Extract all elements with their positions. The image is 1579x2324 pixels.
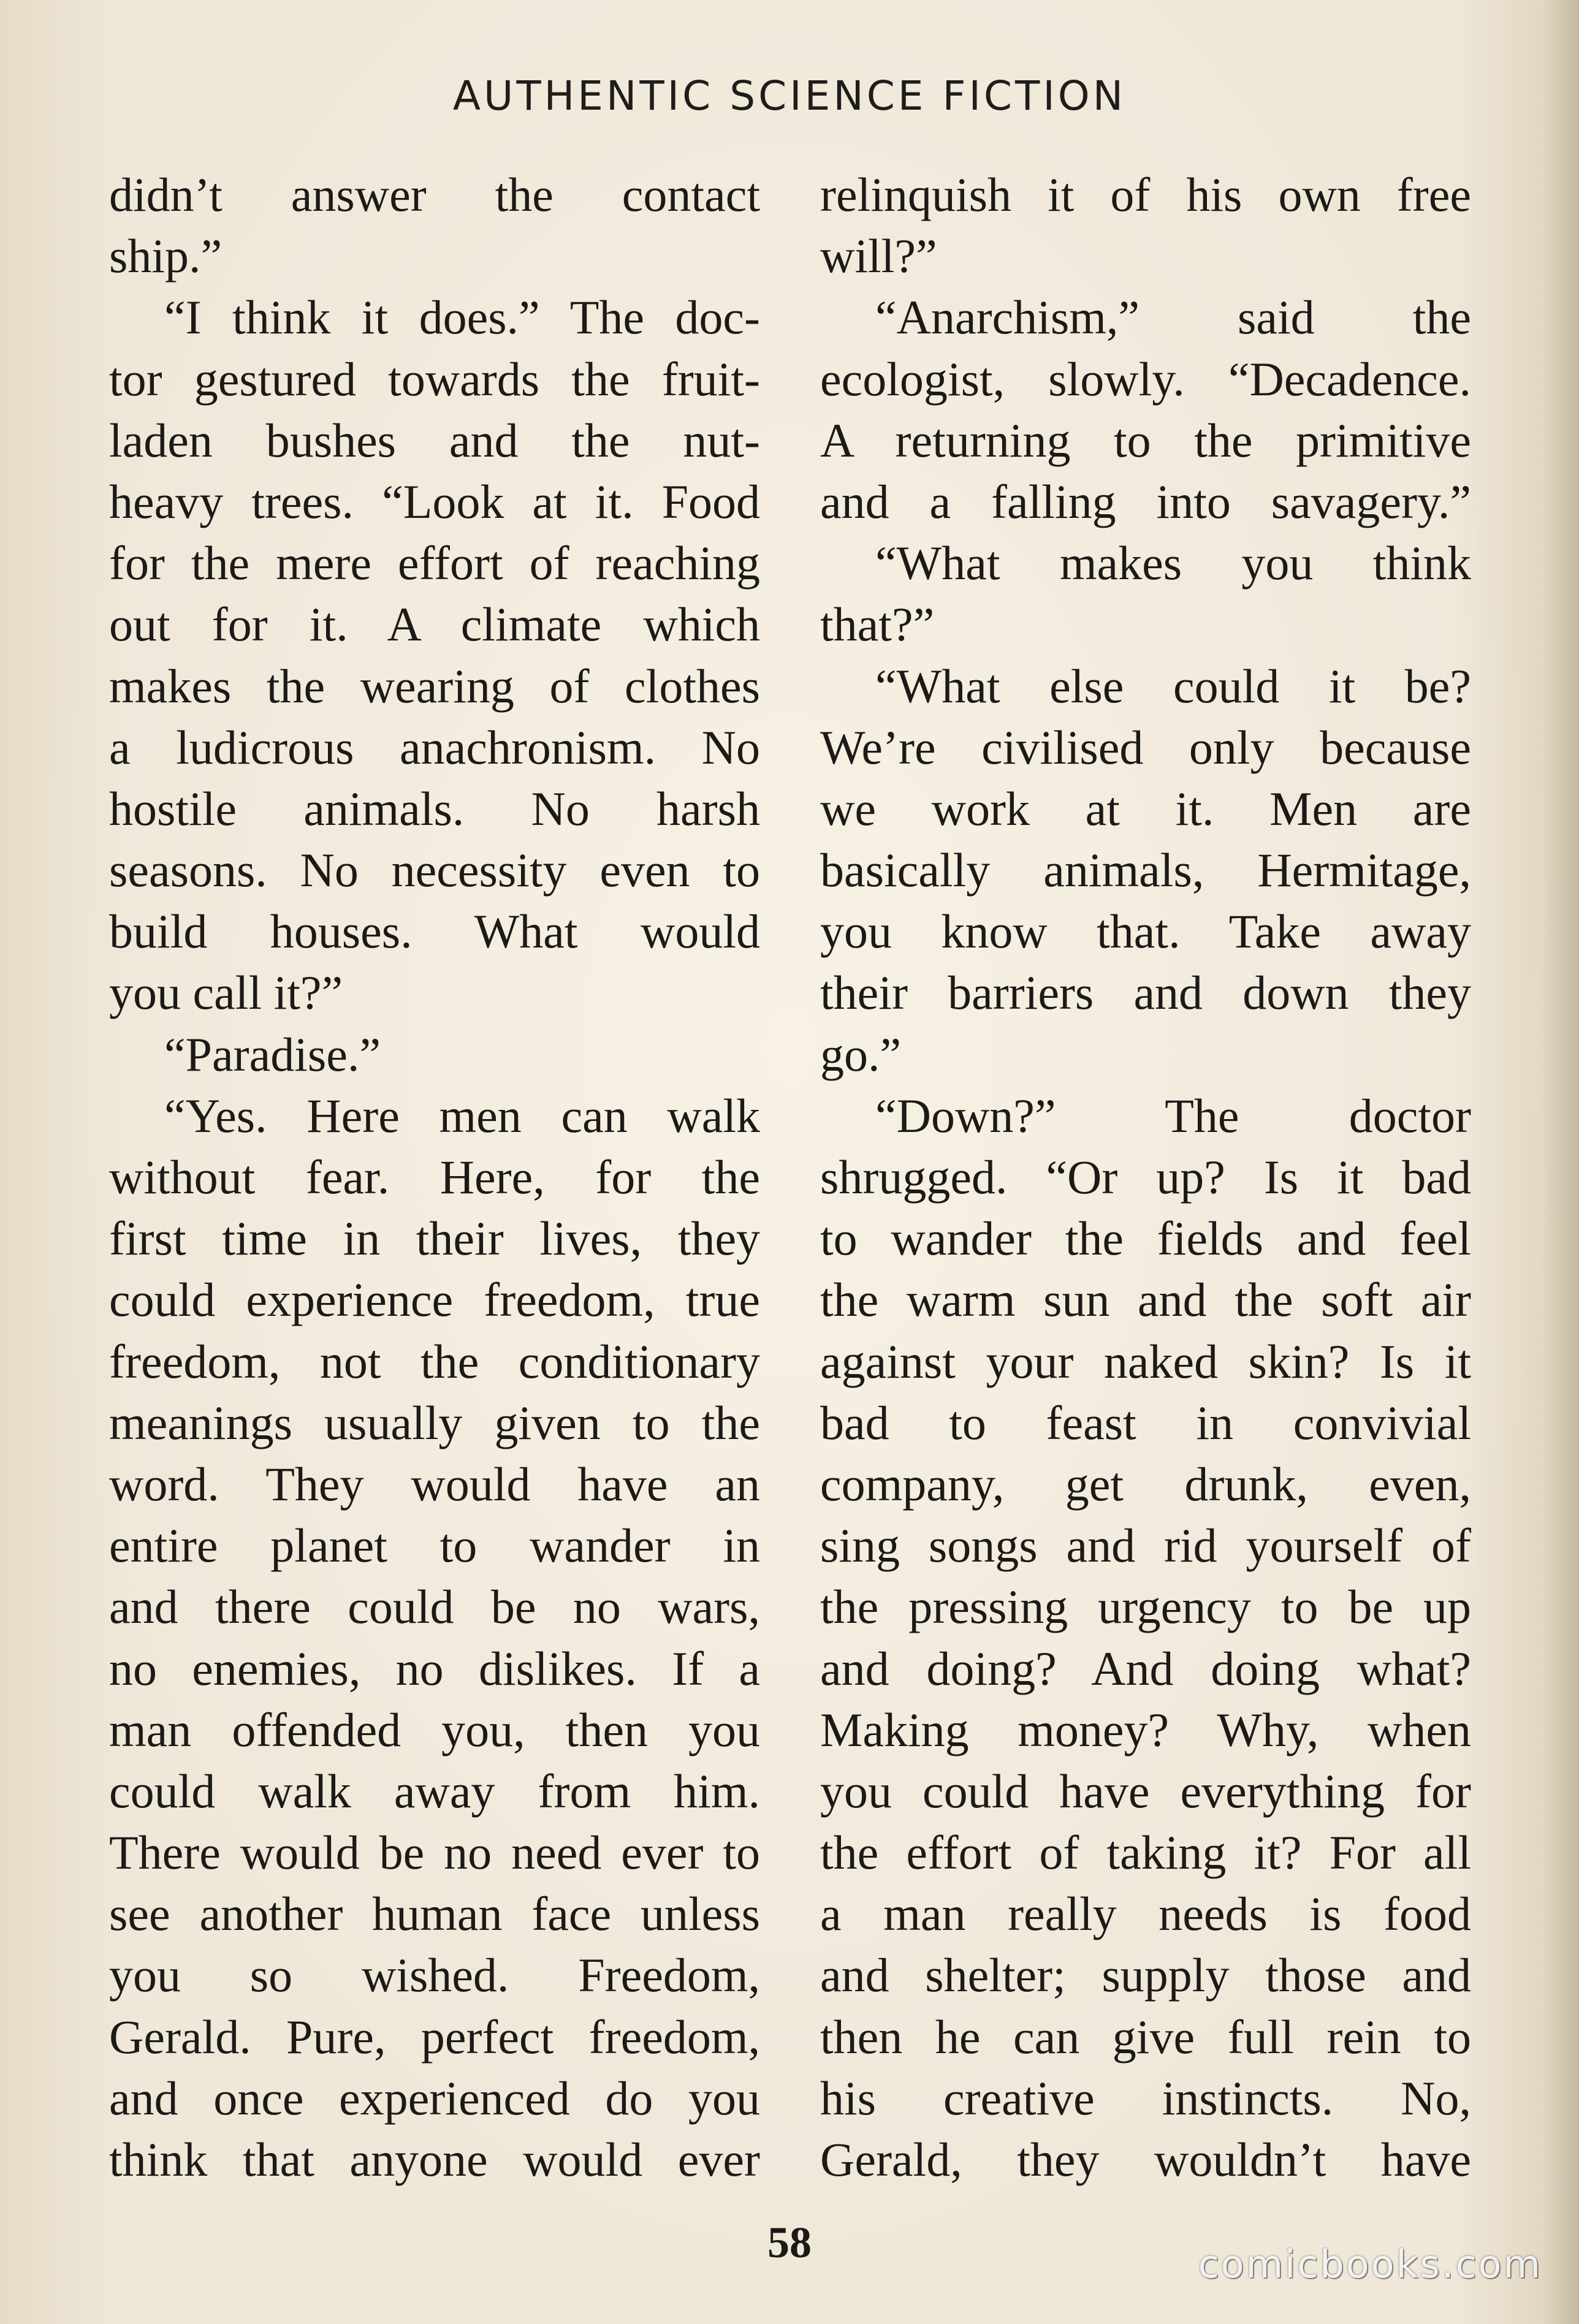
text-line: seasons. No necessity even to bbox=[109, 843, 760, 897]
text-line: could experience freedom, true bbox=[109, 1273, 760, 1327]
page-edge-shadow bbox=[1542, 0, 1579, 2324]
text-line: build houses. What would bbox=[109, 905, 760, 959]
text-line: “What makes you think bbox=[875, 536, 1471, 590]
text-line: no enemies, no dislikes. If a bbox=[109, 1641, 760, 1695]
text-line: “I think it does.” The doc- bbox=[164, 290, 760, 344]
text-line: relinquish it of his own free bbox=[820, 168, 1471, 221]
text-line: first time in their lives, they bbox=[109, 1212, 760, 1266]
text-line: Gerald. Pure, perfect freedom, bbox=[109, 2010, 760, 2064]
text-line: and there could be no wars, bbox=[109, 1580, 760, 1634]
text-line: Making money? Why, when bbox=[820, 1703, 1471, 1756]
text-line: the effort of taking it? For all bbox=[820, 1826, 1471, 1880]
text-line: a man really needs is food bbox=[820, 1887, 1471, 1941]
text-line: laden bushes and the nut- bbox=[109, 413, 760, 467]
text-line: without fear. Here, for the bbox=[109, 1150, 760, 1204]
text-line: think that anyone would ever bbox=[109, 2133, 760, 2186]
text-line: “What else could it be? bbox=[875, 659, 1471, 713]
text-line: meanings usually given to the bbox=[109, 1396, 760, 1449]
text-line: “Paradise.” bbox=[164, 1027, 381, 1081]
text-line: entire planet to wander in bbox=[109, 1519, 760, 1573]
text-line: Gerald, they wouldn’t have bbox=[820, 2133, 1471, 2186]
text-line: you could have everything for bbox=[820, 1764, 1471, 1818]
text-line: you so wished. Freedom, bbox=[109, 1948, 760, 2002]
text-line: “Yes. Here men can walk bbox=[164, 1088, 760, 1142]
text-line: There would be no need ever to bbox=[109, 1826, 760, 1880]
text-line: basically animals, Hermitage, bbox=[820, 843, 1471, 897]
text-line: that?” bbox=[820, 598, 935, 651]
text-line: freedom, not the conditionary bbox=[109, 1334, 760, 1388]
text-line: “Anarchism,” said the bbox=[875, 290, 1471, 344]
text-line: ship.” bbox=[109, 229, 223, 283]
text-line: could walk away from him. bbox=[109, 1764, 760, 1818]
text-line: you call it?” bbox=[109, 966, 343, 1020]
text-line: heavy trees. “Look at it. Food bbox=[109, 474, 760, 528]
text-line: didn’t answer the contact bbox=[109, 168, 760, 221]
text-line: bad to feast in convivial bbox=[820, 1396, 1471, 1449]
text-line: you know that. Take away bbox=[820, 905, 1471, 959]
text-line: we work at it. Men are bbox=[820, 781, 1471, 835]
text-line: and doing? And doing what? bbox=[820, 1641, 1471, 1695]
text-line: “Down?” The doctor bbox=[875, 1088, 1471, 1142]
text-line: sing songs and rid yourself of bbox=[820, 1519, 1471, 1573]
left-text-column bbox=[109, 164, 760, 2190]
text-line: shrugged. “Or up? Is it bad bbox=[820, 1150, 1471, 1204]
text-line: see another human face unless bbox=[109, 1887, 760, 1941]
page-number: 58 bbox=[767, 2218, 812, 2267]
text-line: out for it. A climate which bbox=[109, 598, 760, 651]
text-line: his creative instincts. No, bbox=[820, 2071, 1471, 2125]
text-line: hostile animals. No harsh bbox=[109, 781, 760, 835]
site-watermark: comicbooks.com bbox=[1198, 2242, 1542, 2287]
text-line: word. They would have an bbox=[109, 1457, 760, 1511]
right-text-column bbox=[820, 164, 1471, 2190]
text-line: then he can give full rein to bbox=[820, 2010, 1471, 2064]
text-line: and shelter; supply those and bbox=[820, 1948, 1471, 2002]
running-header: AUTHENTIC SCIENCE FICTION bbox=[452, 72, 1127, 120]
text-line: and a falling into savagery.” bbox=[820, 474, 1471, 528]
text-line: man offended you, then you bbox=[109, 1703, 760, 1756]
text-line: their barriers and down they bbox=[820, 966, 1471, 1020]
text-line: the warm sun and the soft air bbox=[820, 1273, 1471, 1327]
text-line: to wander the fields and feel bbox=[820, 1212, 1471, 1266]
text-line: ecologist, slowly. “Decadence. bbox=[820, 352, 1471, 406]
text-line: and once experienced do you bbox=[109, 2071, 760, 2125]
text-line: go.” bbox=[820, 1027, 902, 1081]
text-line: A returning to the primitive bbox=[820, 413, 1471, 467]
text-line: for the mere effort of reaching bbox=[109, 536, 760, 590]
text-line: a ludicrous anachronism. No bbox=[109, 720, 760, 774]
text-line: We’re civilised only because bbox=[820, 720, 1471, 774]
text-line: the pressing urgency to be up bbox=[820, 1580, 1471, 1634]
text-line: tor gestured towards the fruit- bbox=[109, 352, 760, 406]
text-line: makes the wearing of clothes bbox=[109, 659, 760, 713]
text-line: will?” bbox=[820, 229, 937, 283]
text-line: against your naked skin? Is it bbox=[820, 1334, 1471, 1388]
text-line: company, get drunk, even, bbox=[820, 1457, 1471, 1511]
